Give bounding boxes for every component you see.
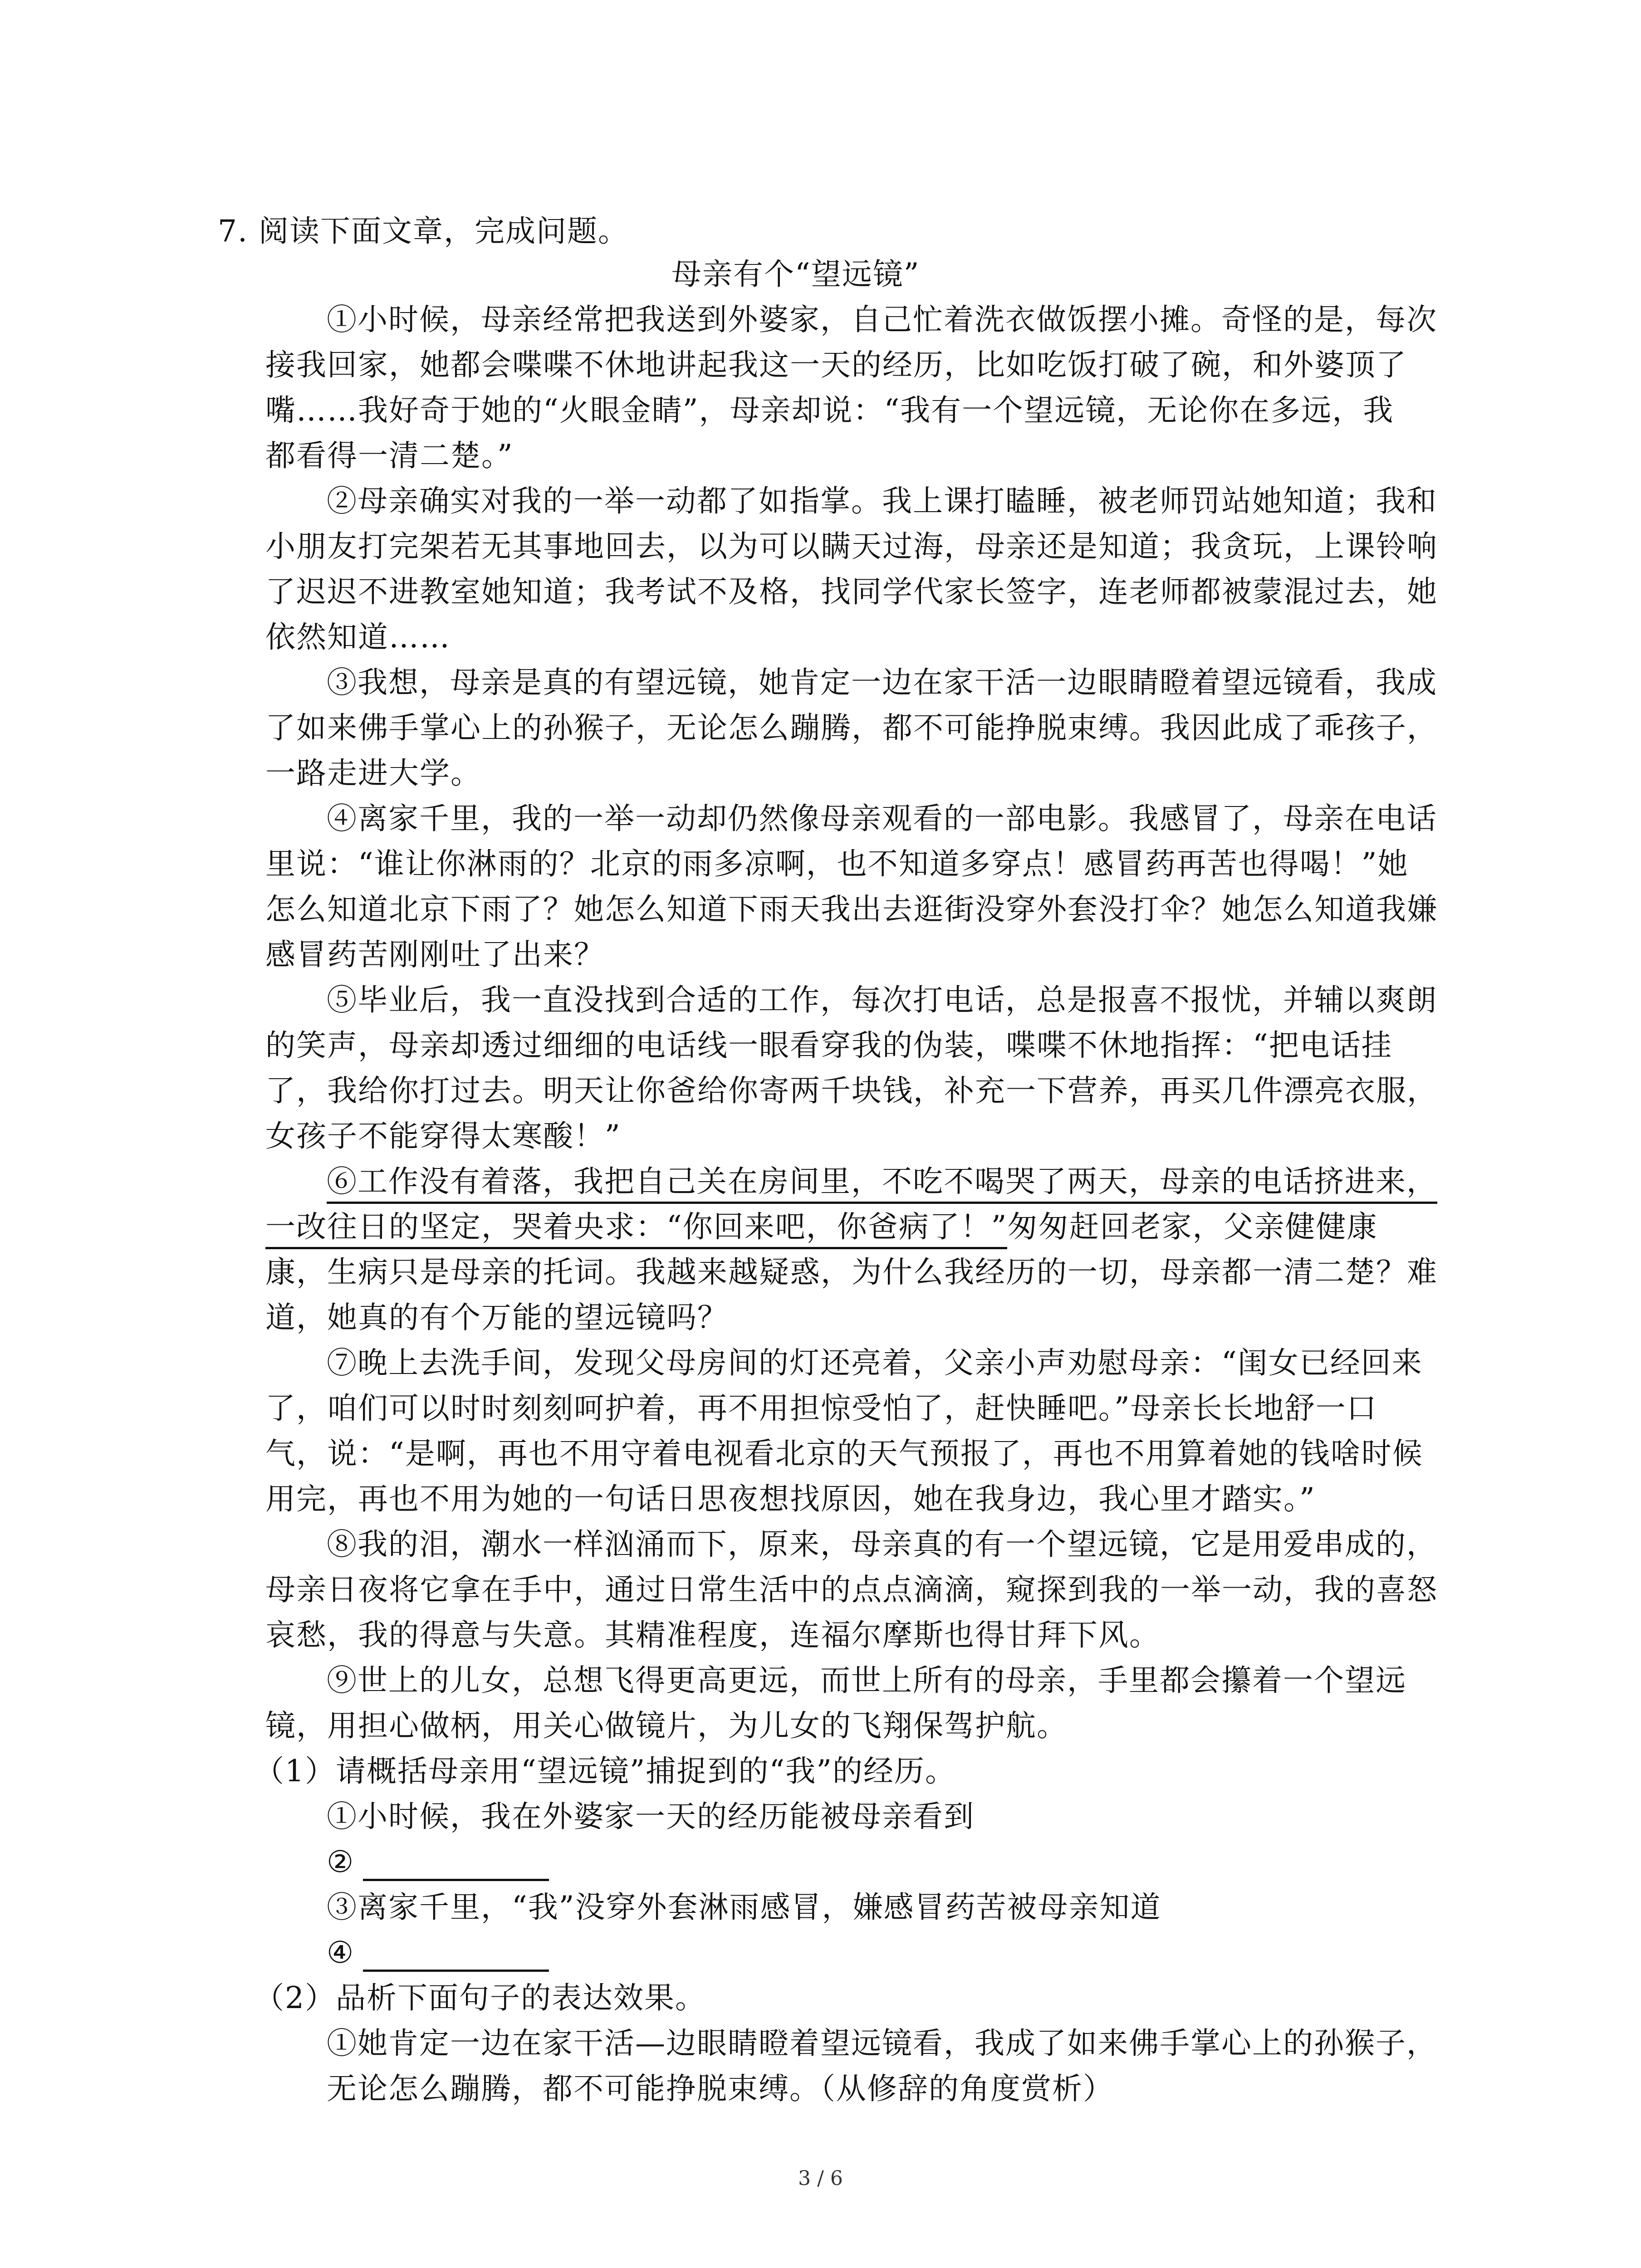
text-line: 嘴……我好奇于她的“火眼金睛”，母亲却说：“我有一个望远镜，无论你在多远，我	[265, 393, 1394, 428]
text-line: ①小时候，母亲经常把我送到外婆家，自己忙着洗衣做饭摆小摊。奇怪的是，每次	[327, 302, 1437, 337]
text-line: 了，咱们可以时时刻刻呵护着，再不用担惊受怕了，赶快睡吧。”母亲长长地舒一口	[265, 1391, 1377, 1426]
text-line: ②母亲确实对我的一举一动都了如指掌。我上课打瞌睡，被老师罚站她知道；我和	[327, 484, 1437, 518]
text-line: ⑦晚上去洗手间，发现父母房间的灯还亮着，父亲小声劝慰母亲：“闺女已经回来	[327, 1345, 1423, 1380]
text-line: 了如来佛手掌心上的孙猴子，无论怎么蹦腾，都不可能挣脱束缚。我因此成了乖孩子，	[265, 710, 1438, 745]
question-1-item-2-label: ②	[327, 1844, 355, 1879]
text-line: 怎么知道北京下雨了？她怎么知道下雨天我出去逛街没穿外套没打伞？她怎么知道我嫌	[265, 892, 1438, 927]
text-line: 都看得一清二楚。”	[265, 438, 514, 473]
sentence-rest: 匆匆赶回老家，父亲健健康	[1007, 1209, 1378, 1244]
text-line: ③我想，母亲是真的有望远镜，她肯定一边在家干活一边眼睛瞪着望远镜看，我成	[327, 665, 1437, 700]
text-line: 依然知道……	[265, 620, 451, 655]
question-2-line-2: 无论怎么蹦腾，都不可能挣脱束缚。（从修辞的角度赏析）	[327, 2071, 1114, 2106]
text-line: 了迟迟不进教室她知道；我考试不及格，找同学代家长签字，连老师都被蒙混过去，她	[265, 574, 1438, 609]
text-line: ⑤毕业后，我一直没找到合适的工作，每次打电话，总是报喜不报忧，并辅以爽朗	[327, 982, 1437, 1017]
question-2-prompt: （2）品析下面句子的表达效果。	[254, 1980, 706, 2015]
article-title: 母亲有个“望远镜”	[671, 257, 920, 292]
text-line	[265, 1209, 1377, 1245]
underlined-sentence-part1: ⑥工作没有着落，我把自己关在房间里，不吃不喝哭了两天，母亲的电话挤进来，	[327, 1164, 1437, 1204]
text-line: 了，我给你打过去。明天让你爸给你寄两千块钱，补充一下营养，再买几件漂亮衣服，	[265, 1073, 1438, 1108]
text-line: 康，生病只是母亲的托词。我越来越疑惑，为什么我经历的一切，母亲都一清二楚？难	[265, 1255, 1438, 1290]
text-line: 里说：“谁让你淋雨的？北京的雨多凉啊，也不知道多穿点！感冒药再苦也得喝！”她	[265, 846, 1409, 881]
text-line: 用完，再也不用为她的一句话日思夜想找原因，她在我身边，我心里才踏实。”	[265, 1481, 1316, 1516]
text-line: 道，她真的有个万能的望远镜吗？	[265, 1300, 728, 1335]
answer-blank-2[interactable]	[363, 1879, 549, 1881]
question-1-item-1: ①小时候，我在外婆家一天的经历能被母亲看到	[327, 1799, 975, 1834]
text-line: 女孩子不能穿得太寒酸！”	[265, 1119, 621, 1154]
text-line: 镜，用担心做柄，用关心做镜片，为儿女的飞翔保驾护航。	[265, 1708, 1068, 1743]
text-line: 气，说：“是啊，再也不用守着电视看北京的天气预报了，再也不用算着她的钱啥时候	[265, 1436, 1423, 1471]
text-line-underlined	[327, 1163, 1437, 1200]
text-line: 接我回家，她都会喋喋不休地讲起我这一天的经历，比如吃饭打破了碗，和外婆顶了	[265, 347, 1407, 382]
text-line: 一路走进大学。	[265, 756, 481, 791]
question-heading: 7. 阅读下面文章，完成问题。	[218, 214, 629, 249]
question-1-item-4-label: ④	[327, 1935, 355, 1970]
underlined-sentence-part2: 一改往日的坚定，哭着央求：“你回来吧，你爸病了！”	[265, 1209, 1007, 1249]
text-line: 感冒药苦刚刚吐了出来？	[265, 937, 605, 972]
page-number: 3 / 6	[798, 2167, 843, 2190]
text-line: ④离家千里，我的一举一动却仍然像母亲观看的一部电影。我感冒了，母亲在电话	[327, 801, 1437, 836]
text-line: ⑧我的泪，潮水一样汹涌而下，原来，母亲真的有一个望远镜，它是用爱串成的，	[327, 1527, 1437, 1562]
question-2-line-1: ①她肯定一边在家干活—边眼睛瞪着望远镜看，我成了如来佛手掌心上的孙猴子，	[327, 2026, 1437, 2061]
question-1-prompt: （1）请概括母亲用“望远镜”捕捉到的“我”的经历。	[254, 1754, 956, 1789]
text-line: 小朋友打完架若无其事地回去，以为可以瞒天过海，母亲还是知道；我贪玩，上课铃响	[265, 529, 1438, 564]
question-1-item-3: ③离家千里，“我”没穿外套淋雨感冒，嫌感冒药苦被母亲知道	[327, 1890, 1161, 1925]
text-line: ⑨世上的儿女，总想飞得更高更远，而世上所有的母亲，手里都会攥着一个望远	[327, 1663, 1406, 1698]
text-line: 的笑声，母亲却透过细细的电话线一眼看穿我的伪装，喋喋不休地指挥：“把电话挂	[265, 1028, 1392, 1063]
text-line: 母亲日夜将它拿在手中，通过日常生活中的点点滴滴，窥探到我的一举一动，我的喜怒	[265, 1572, 1438, 1607]
text-line: 哀愁，我的得意与失意。其精准程度，连福尔摩斯也得甘拜下风。	[265, 1618, 1160, 1652]
answer-blank-4[interactable]	[363, 1970, 549, 1972]
